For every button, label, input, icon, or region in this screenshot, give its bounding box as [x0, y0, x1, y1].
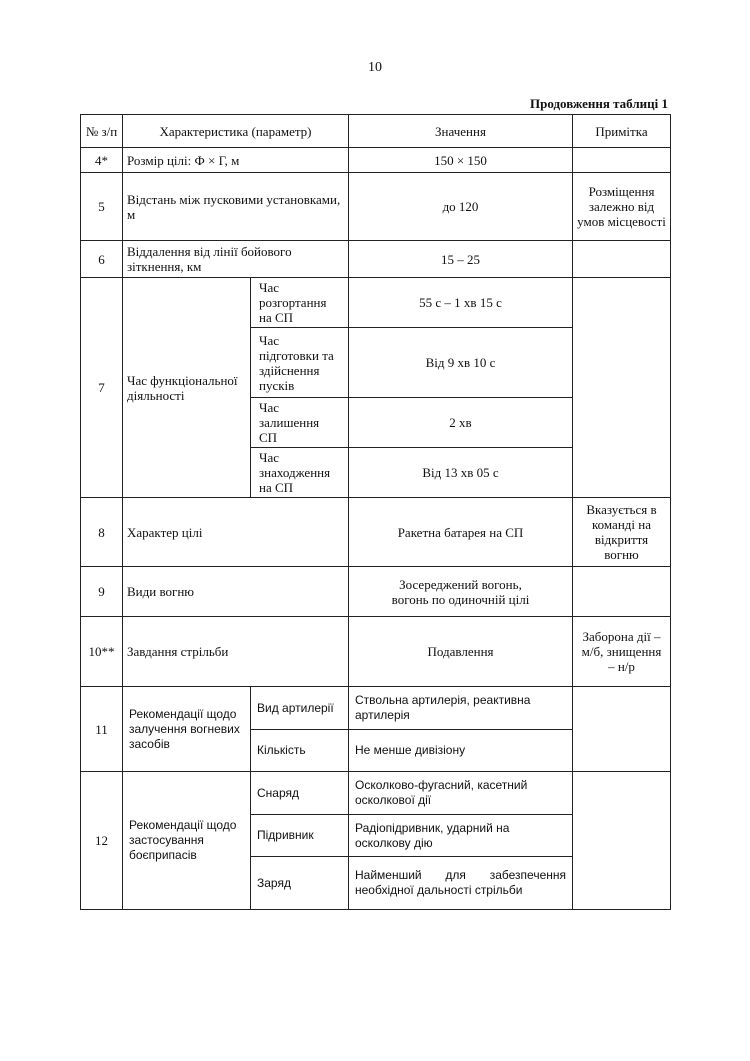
row-value: 15 – 25: [349, 241, 573, 278]
sub-parameter-label: Час залишення СП: [251, 398, 349, 448]
row-value: Від 13 хв 05 с: [349, 448, 573, 498]
row-value: Осколково-фугасний, касетний осколкової дії: [349, 772, 573, 815]
sub-parameter-label: Кількість: [251, 730, 349, 772]
row-value: Від 9 хв 10 с: [349, 328, 573, 398]
table-row: [81, 173, 671, 241]
table-row: [81, 687, 671, 730]
row-characteristic: Рекомендації щодо залучення вогневих засобів: [123, 687, 251, 772]
row-characteristic: Відстань між пусковими установками, м: [123, 173, 349, 241]
row-num: 5: [81, 173, 123, 241]
row-note: [573, 567, 671, 617]
row-num: 12: [81, 772, 123, 910]
row-value: Ствольна артилерія, реактивна артилерія: [349, 687, 573, 730]
row-note: [573, 148, 671, 173]
header-num: № з/п: [81, 115, 123, 148]
row-value: Ракетна батарея на СП: [349, 498, 573, 567]
row-value: 2 хв: [349, 398, 573, 448]
table-row: [81, 148, 671, 173]
row-note: [573, 772, 671, 910]
sub-parameter-label: Час знаходження на СП: [251, 448, 349, 498]
table-row: [81, 567, 671, 617]
table-row: [81, 278, 671, 328]
row-num: 6: [81, 241, 123, 278]
row-value: Найменший для забезпечення необхідної дальності стрільби: [349, 857, 573, 910]
table-header-row: [81, 115, 671, 148]
header-note: Примітка: [573, 115, 671, 148]
row-value: до 120: [349, 173, 573, 241]
row-note: [573, 687, 671, 772]
header-characteristic: Характеристика (параметр): [123, 115, 349, 148]
table-row: [81, 617, 671, 687]
row-value: 55 с – 1 хв 15 с: [349, 278, 573, 328]
row-value: Радіопідривник, ударний на осколкову дію: [349, 815, 573, 857]
sub-parameter-label: Снаряд: [251, 772, 349, 815]
row-characteristic: Віддалення від лінії бойового зіткнення, км: [123, 241, 349, 278]
table-row: [81, 241, 671, 278]
row-num: 10**: [81, 617, 123, 687]
row-note: Заборона дії – м/б, знищення – н/р: [573, 617, 671, 687]
value-line: вогонь по одиночній цілі: [391, 591, 530, 607]
row-value: Подавлення: [349, 617, 573, 687]
row-value: 150 × 150: [349, 148, 573, 173]
row-num: 8: [81, 498, 123, 567]
row-note: Розміщення залежно від умов місцевості: [573, 173, 671, 241]
row-value: Не менше дивізіону: [349, 730, 573, 772]
sub-parameter-label: Підривник: [251, 815, 349, 857]
table-continuation-caption: Продовження таблиці 1: [529, 96, 668, 111]
row-characteristic: Час функціональної діяльності: [123, 278, 251, 498]
table-row: [81, 772, 671, 815]
row-num: 9: [81, 567, 123, 617]
value-line: Зосереджений вогонь,: [399, 576, 522, 592]
header-value: Значення: [349, 115, 573, 148]
row-characteristic: Розмір цілі: Ф × Г, м: [123, 148, 349, 173]
page-number: 10: [368, 60, 382, 75]
row-note: [573, 241, 671, 278]
row-num: 4*: [81, 148, 123, 173]
row-note: Вказується в команді на відкриття вогню: [573, 498, 671, 567]
sub-parameter-label: Час підготовки та здійснення пусків: [251, 328, 349, 398]
row-characteristic: Види вогню: [123, 567, 349, 617]
row-note: [573, 278, 671, 498]
row-value: [349, 567, 573, 617]
sub-parameter-label: Вид артилерії: [251, 687, 349, 730]
table-row: [81, 498, 671, 567]
row-characteristic: Завдання стрільби: [123, 617, 349, 687]
sub-parameter-label: Час розгортання на СП: [251, 278, 349, 328]
row-characteristic: Рекомендації щодо застосування боєприпасів: [123, 772, 251, 910]
row-num: 11: [81, 687, 123, 772]
parameters-table: [80, 114, 671, 910]
row-characteristic: Характер цілі: [123, 498, 349, 567]
sub-parameter-label: Заряд: [251, 857, 349, 910]
row-num: 7: [81, 278, 123, 498]
